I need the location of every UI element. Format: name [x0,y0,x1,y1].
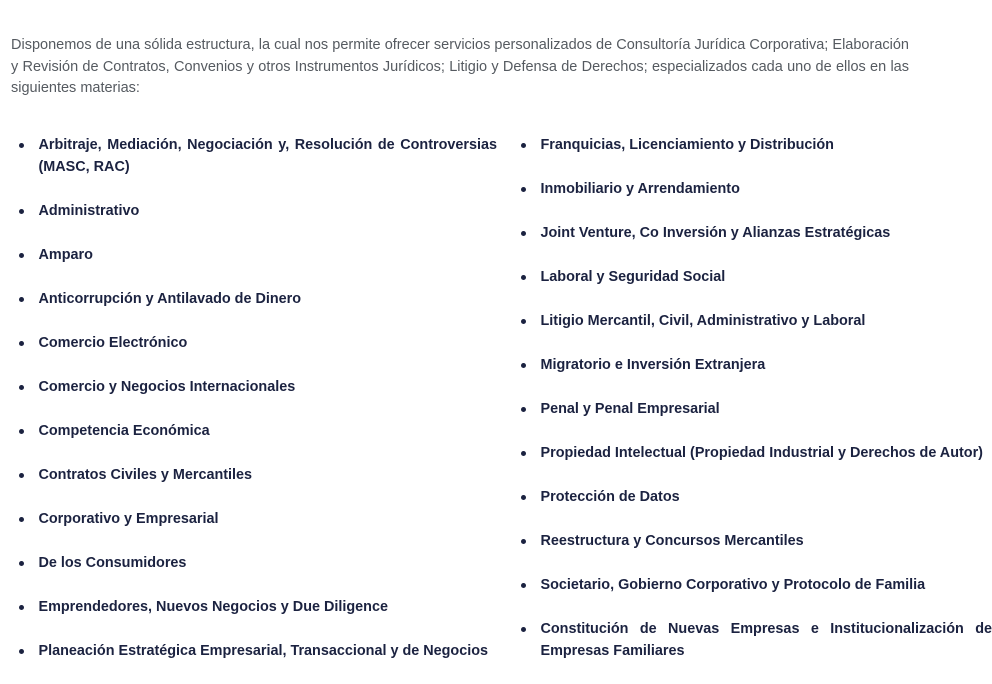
list-item-label: Corporativo y Empresarial [39,511,219,527]
bullet-icon [19,473,24,478]
bullet-icon [521,495,526,500]
list-item [521,574,992,596]
list-item [19,376,497,398]
list-item-label: Planeación Estratégica Empresarial, Transaccional y de Negocios [39,643,489,659]
list-item [19,640,497,662]
list-item [19,596,497,618]
practice-areas-list-right [521,134,992,684]
bullet-icon [19,517,24,522]
list-item [19,288,497,310]
list-item-label: Laboral y Seguridad Social [541,269,726,285]
list-item-label: Competencia Económica [39,423,210,439]
list-item-label: Protección de Datos [541,489,680,505]
list-item [19,200,497,222]
bullet-icon [19,297,24,302]
list-item [19,464,497,486]
list-item-label: Penal y Penal Empresarial [541,401,720,417]
bullet-icon [521,231,526,236]
bullet-icon [19,561,24,566]
list-item-label: Administrativo [39,203,140,219]
list-item [19,552,497,574]
list-item [19,244,497,266]
list-item-label: Litigio Mercantil, Civil, Administrativo y Laboral [541,313,866,329]
list-item [521,618,992,662]
list-item-label: Franquicias, Licenciamiento y Distribución [541,137,834,153]
bullet-icon [521,319,526,324]
list-item [521,442,992,464]
list-item [521,486,992,508]
list-item-label: De los Consumidores [39,555,187,571]
list-item [19,332,497,354]
bullet-icon [521,539,526,544]
list-item [19,420,497,442]
bullet-icon [19,385,24,390]
bullet-icon [521,451,526,456]
list-item [521,222,992,244]
list-item-label: Constitución de Nuevas Empresas e Institucionalización de Empresas Familiares [541,621,992,659]
list-item-label: Joint Venture, Co Inversión y Alianzas Estratégicas [541,225,891,241]
bullet-icon [521,363,526,368]
list-item [19,134,497,178]
list-item [521,266,992,288]
list-item-label: Comercio y Negocios Internacionales [39,379,296,395]
intro-paragraph: Disponemos de una sólida estructura, la cual nos permite ofrecer servicios personalizados de Consultoría Jurídica Corporativa; Elaboración y Revisión de Contratos, Convenios y otros Instrumentos Jurídicos; Litigio y Defensa de Derechos; especializados cada uno de ellos en las siguientes materias: [11,35,909,100]
list-item [521,134,992,156]
list-item [19,508,497,530]
bullet-icon [521,407,526,412]
list-item-label: Propiedad Intelectual (Propiedad Industrial y Derechos de Autor) [541,445,983,461]
list-item [521,398,992,420]
bullet-icon [521,583,526,588]
bullet-icon [19,209,24,214]
list-item [521,310,992,332]
list-item-label: Anticorrupción y Antilavado de Dinero [39,291,302,307]
bullet-icon [19,649,24,654]
bullet-icon [521,275,526,280]
list-item [521,178,992,200]
bullet-icon [521,187,526,192]
list-item-label: Societario, Gobierno Corporativo y Protocolo de Familia [541,577,926,593]
list-item-label: Inmobiliario y Arrendamiento [541,181,740,197]
list-item [521,354,992,376]
bullet-icon [19,341,24,346]
list-item-label: Arbitraje, Mediación, Negociación y, Resolución de Controversias (MASC, RAC) [39,137,498,175]
list-item-label: Contratos Civiles y Mercantiles [39,467,253,483]
bullet-icon [19,429,24,434]
list-item-label: Amparo [39,247,93,263]
bullet-icon [521,143,526,148]
list-item-label: Migratorio e Inversión Extranjera [541,357,766,373]
bullet-icon [19,605,24,610]
bullet-icon [19,143,24,148]
bullet-icon [19,253,24,258]
list-item [521,530,992,552]
practice-areas-list-left [19,134,497,684]
bullet-icon [521,627,526,632]
list-item-label: Emprendedores, Nuevos Negocios y Due Diligence [39,599,388,615]
list-item-label: Comercio Electrónico [39,335,188,351]
list-item-label: Reestructura y Concursos Mercantiles [541,533,804,549]
